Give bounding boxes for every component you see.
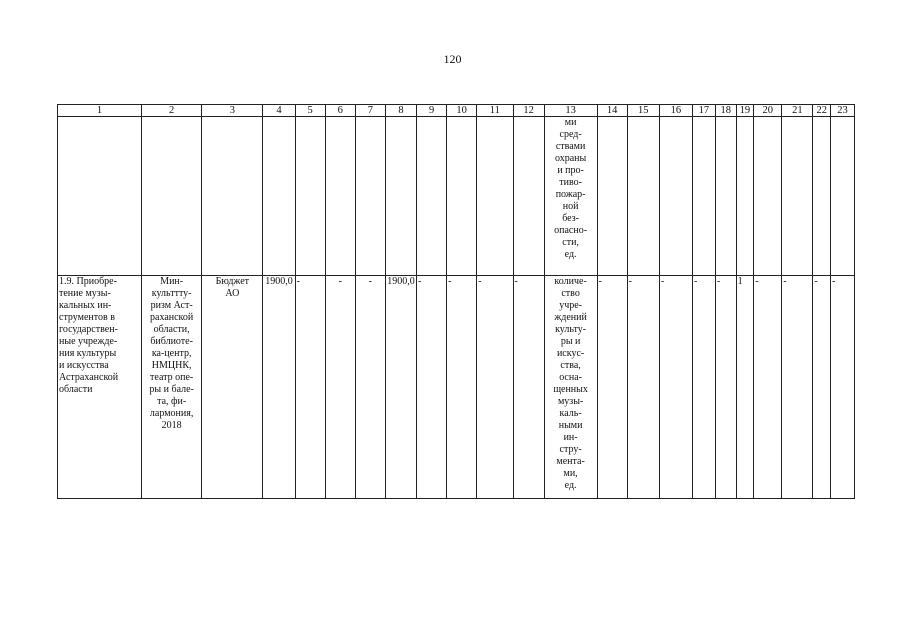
amount-cell: 1900,0 [385, 276, 416, 499]
table-cell [597, 117, 627, 276]
table-cell [417, 117, 447, 276]
table-cell [813, 117, 831, 276]
table-cell: - [355, 276, 385, 499]
page-number: 120 [443, 52, 462, 66]
table-cell: - [477, 276, 513, 499]
table-cell [831, 117, 855, 276]
column-number: 7 [355, 105, 385, 117]
table-cell [782, 117, 813, 276]
column-number: 3 [202, 105, 263, 117]
table-cell: - [417, 276, 447, 499]
table-cell [58, 117, 142, 276]
table-cell: - [295, 276, 325, 499]
table-cell [477, 117, 513, 276]
column-number-row [58, 105, 855, 117]
column-number: 14 [597, 105, 627, 117]
budget-table [57, 104, 855, 499]
table-cell: - [754, 276, 782, 499]
table-cell: - [659, 276, 692, 499]
table-row [58, 276, 855, 499]
column-number: 19 [736, 105, 754, 117]
table-cell: - [325, 276, 355, 499]
table-cell [385, 117, 416, 276]
table-cell: - [831, 276, 855, 499]
table-cell [447, 117, 477, 276]
column-number: 11 [477, 105, 513, 117]
column-number: 5 [295, 105, 325, 117]
table-cell: - [447, 276, 477, 499]
column-number: 23 [831, 105, 855, 117]
column-number: 13 [544, 105, 597, 117]
table-cell [754, 117, 782, 276]
column-number: 12 [513, 105, 544, 117]
column-number: 22 [813, 105, 831, 117]
table-cell: - [597, 276, 627, 499]
column-number: 21 [782, 105, 813, 117]
column-number: 9 [417, 105, 447, 117]
column-number: 10 [447, 105, 477, 117]
column-number: 16 [659, 105, 692, 117]
table-cell [355, 117, 385, 276]
table-cell: 1 [736, 276, 754, 499]
amount-cell: 1900,0 [263, 276, 295, 499]
table-cell [142, 117, 202, 276]
table-row [58, 117, 855, 276]
executor-cell: Мин- культтту- ризм Аст- раханской области, библиоте- ка-центр, НМЦНК, театр опе- ры и бале- та, фи- лармония, 2018 [142, 276, 202, 499]
table-cell: - [693, 276, 716, 499]
column-number: 20 [754, 105, 782, 117]
funding-source-cell: Бюджет АО [202, 276, 263, 499]
table-cell [513, 117, 544, 276]
table-cell: - [627, 276, 659, 499]
table-cell [627, 117, 659, 276]
table-cell [202, 117, 263, 276]
column-number: 6 [325, 105, 355, 117]
table-cell [263, 117, 295, 276]
table-cell: - [813, 276, 831, 499]
table-cell: - [513, 276, 544, 499]
column-number: 17 [693, 105, 716, 117]
table-cell [693, 117, 716, 276]
column-number: 4 [263, 105, 295, 117]
indicator-cell: ми сред- ствами охраны и про- тиво- пожар- ной без- опасно- сти, ед. [544, 117, 597, 276]
indicator-cell: количе- ство учре- ждений культу- ры и искус- ства, осна- щенных музы- каль- ными ин- стру- мента- ми, ед. [544, 276, 597, 499]
table-cell [736, 117, 754, 276]
column-number: 15 [627, 105, 659, 117]
measure-name-cell: 1.9. Приобре- тение музы- кальных ин- струментов в государствен- ные учрежде- ния культуры и искусства Астраханской области [58, 276, 142, 499]
table-cell: - [715, 276, 736, 499]
table-cell [659, 117, 692, 276]
column-number: 1 [58, 105, 142, 117]
table-cell: - [782, 276, 813, 499]
column-number: 18 [715, 105, 736, 117]
table-cell [325, 117, 355, 276]
column-number: 8 [385, 105, 416, 117]
table-cell [715, 117, 736, 276]
table-cell [295, 117, 325, 276]
column-number: 2 [142, 105, 202, 117]
